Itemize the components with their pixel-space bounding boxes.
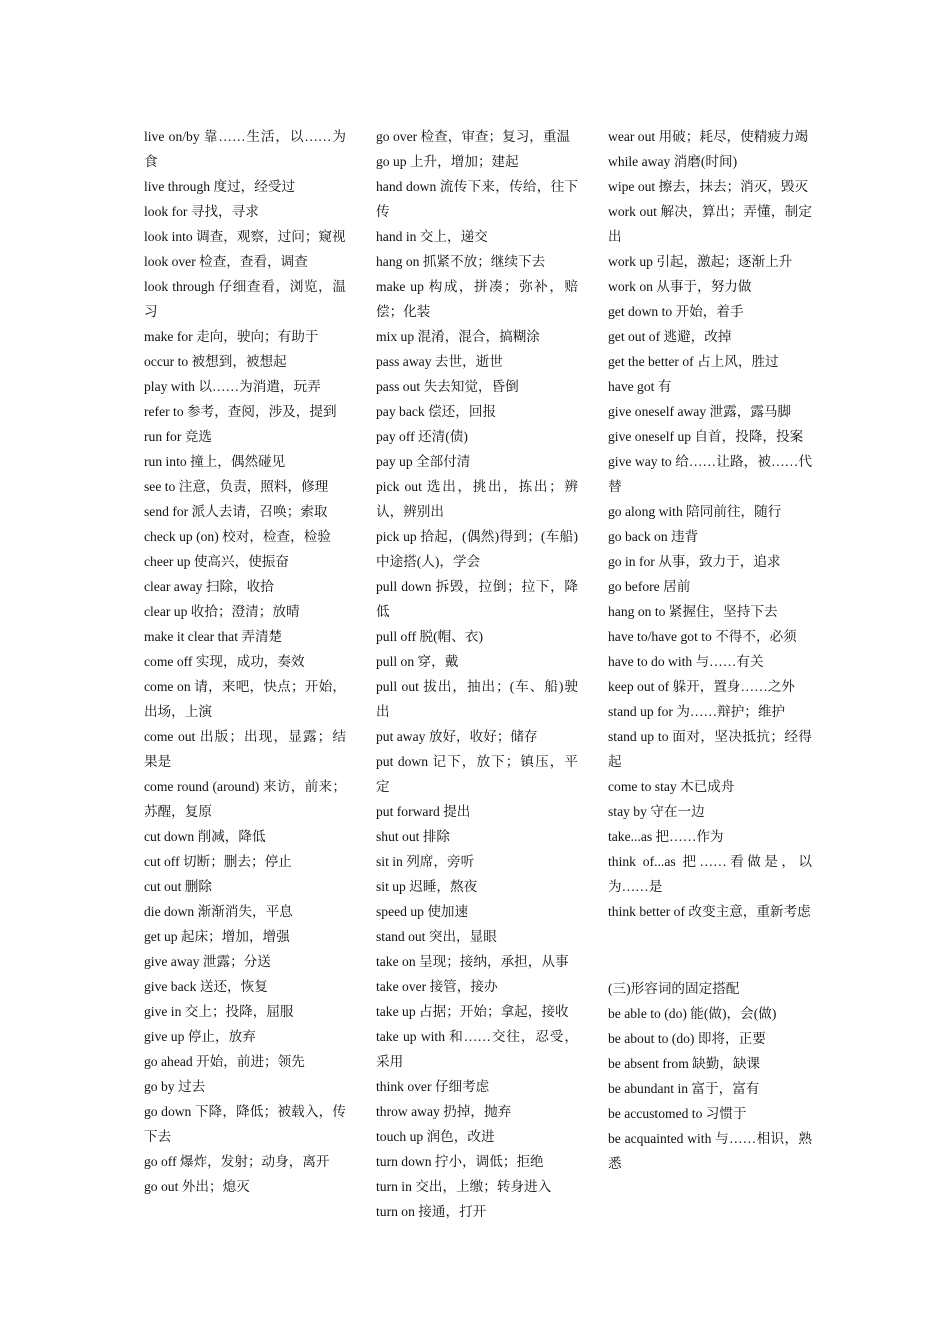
phrase-entry: think over 仔细考虑: [376, 1079, 490, 1094]
phrase-entry: refer to 参考，查阅，涉及，提到: [144, 404, 337, 419]
phrase-entry: pull on 穿，戴: [376, 654, 459, 669]
phrase-entry: turn down 拧小，调低；拒绝: [376, 1154, 544, 1169]
phrase-entry: turn in 交出，上缴；转身进入: [376, 1179, 552, 1194]
phrase-entry: throw away 扔掉，抛弃: [376, 1104, 512, 1119]
phrase-column-3: [608, 124, 812, 1176]
phrase-entry: take up with 和……交往，忍受，采用: [376, 1029, 578, 1069]
phrase-entry: shut out 排除: [376, 829, 451, 844]
phrase-entry: hand down 流传下来，传给，往下传: [376, 179, 578, 219]
phrase-entry: pick out 选出，挑出，拣出；辨认，辨别出: [376, 479, 578, 519]
phrase-entry: hang on to 紧握住，坚持下去: [608, 604, 778, 619]
phrase-entry: put away 放好，收好；储存: [376, 729, 538, 744]
phrase-entry: give oneself up 自首，投降，投案: [608, 429, 804, 444]
phrase-entry: go down 下降，降低；被载入，传下去: [144, 1104, 346, 1144]
phrase-entry: stand out 突出，显眼: [376, 929, 497, 944]
phrase-entry: pick up 拾起，(偶然)得到；(车船)中途搭(人)，学会: [376, 529, 578, 569]
phrase-entry: go back on 违背: [608, 529, 699, 544]
phrase-entry: get down to 开始，着手: [608, 304, 744, 319]
phrase-entry: see to 注意，负责，照料，修理: [144, 479, 329, 494]
phrase-entry: give away 泄露；分送: [144, 954, 271, 969]
phrase-entry: turn on 接通，打开: [376, 1204, 487, 1219]
phrase-entry: be able to (do) 能(做)，会(做): [608, 1006, 777, 1022]
phrase-entry: go ahead 开始，前进；领先: [144, 1054, 305, 1069]
section-heading: (三)形容词的固定搭配: [608, 981, 740, 997]
phrase-entry: have to/have got to 不得不，必须: [608, 629, 797, 644]
phrase-entry: go along with 陪同前往，随行: [608, 504, 782, 519]
phrase-entry: put down 记下，放下；镇压，平定: [376, 754, 578, 794]
phrase-entry: play with 以……为消遣，玩弄: [144, 379, 321, 394]
phrase-entry: come to stay 木已成舟: [608, 779, 735, 794]
phrase-entry: put forward 提出: [376, 804, 471, 819]
phrase-entry: come round (around) 来访，前来；苏醒，复原: [144, 779, 346, 819]
phrase-entry: come on 请，来吧，快点；开始，出场，上演: [144, 679, 346, 719]
phrase-entry: cheer up 使高兴，使振奋: [144, 554, 289, 569]
phrase-entry: take up 占据；开始；拿起，接收: [376, 1004, 569, 1019]
phrase-entry: look over 检查，查看，调查: [144, 254, 308, 269]
phrase-entry: look through 仔细查看，浏览，温习: [144, 279, 346, 319]
phrase-entry: pay back 偿还，回报: [376, 404, 497, 419]
phrase-entry: work out 解决，算出；弄懂，制定出: [608, 204, 812, 244]
phrase-entry: keep out of 躲开，置身……之外: [608, 679, 795, 694]
phrase-entry: get the better of 占上风，胜过: [608, 354, 779, 369]
phrase-entry: pass away 去世，逝世: [376, 354, 503, 369]
phrase-entry: sit in 列席，旁听: [376, 854, 475, 869]
phrase-entry: pay up 全部付清: [376, 454, 471, 469]
phrase-entry: give in 交上；投降，屈服: [144, 1004, 294, 1019]
phrase-entry: mix up 混淆，混合，搞糊涂: [376, 329, 540, 344]
phrase-entry: come out 出版；出现，显露；结果是: [144, 729, 346, 769]
phrase-entry: go in for 从事，致力于，追求: [608, 554, 781, 569]
phrase-entry: sit up 迟睡，熬夜: [376, 879, 478, 894]
phrase-entry: be acquainted with 与……相识，熟悉: [608, 1131, 812, 1172]
phrase-entry: give oneself away 泄露，露马脚: [608, 404, 792, 419]
phrase-entry: while away 消磨(时间): [608, 154, 738, 169]
phrase-entry: go before 居前: [608, 579, 691, 594]
phrase-entry: work up 引起，激起；逐渐上升: [608, 254, 793, 269]
phrase-entry: work on 从事于，努力做: [608, 279, 752, 294]
phrase-entry: go over 检查，审查；复习，重温: [376, 129, 571, 144]
phrase-entry: stay by 守在一边: [608, 804, 705, 819]
phrase-entry: run into 撞上，偶然碰见: [144, 454, 286, 469]
phrase-entry: live through 度过，经受过: [144, 179, 296, 194]
phrase-entry: think better of 改变主意，重新考虑: [608, 904, 811, 919]
phrase-entry: make it clear that 弄清楚: [144, 629, 283, 644]
phrase-entry: give back 送还，恢复: [144, 979, 268, 994]
phrase-entry: go out 外出；熄灭: [144, 1179, 250, 1194]
phrase-entry: pull down 拆毁，拉倒；拉下，降低: [376, 579, 578, 619]
phrase-entry: be accustomed to 习惯于: [608, 1106, 747, 1122]
phrase-entry: hang on 抓紧不放；继续下去: [376, 254, 546, 269]
phrase-column-1: [144, 124, 346, 1199]
phrase-entry: get up 起床；增加，增强: [144, 929, 290, 944]
phrase-entry: pass out 失去知觉，昏倒: [376, 379, 519, 394]
phrase-entry: give up 停止，放弃: [144, 1029, 256, 1044]
phrase-entry: check up (on) 校对，检查，检验: [144, 529, 331, 544]
phrase-entry: have got 有: [608, 379, 672, 394]
phrase-entry: pull out 拔出，抽出；(车、船)驶出: [376, 679, 578, 719]
phrase-entry: clear up 收拾；澄清；放晴: [144, 604, 300, 619]
phrase-entry: go by 过去: [144, 1079, 206, 1094]
phrase-entry: live on/by 靠……生活，以……为食: [144, 129, 346, 169]
phrase-entry: be absent from 缺勤，缺课: [608, 1056, 761, 1072]
phrase-entry: send for 派人去请，召唤；索取: [144, 504, 328, 519]
phrase-entry: wipe out 擦去，抹去；消灭，毁灭: [608, 179, 809, 194]
phrase-entry: be abundant in 富于，富有: [608, 1081, 760, 1097]
phrase-entry: give way to 给……让路，被……代替: [608, 454, 812, 494]
phrase-entry: stand up to 面对，坚决抵抗；经得起: [608, 729, 812, 769]
phrase-entry: go off 爆炸，发射；动身，离开: [144, 1154, 330, 1169]
phrase-entry: take...as 把……作为: [608, 829, 724, 844]
phrase-entry: stand up for 为……辩护；维护: [608, 704, 786, 719]
phrase-entry: take on 呈现；接纳，承担，从事: [376, 954, 569, 969]
phrase-entry: pull off 脱(帽、衣): [376, 629, 483, 644]
phrase-entry: look into 调查，观察，过问；窥视: [144, 229, 346, 244]
phrase-entry: make for 走向，驶向；有助于: [144, 329, 319, 344]
phrase-entry: go up 上升，增加；建起: [376, 154, 519, 169]
phrase-entry: come off 实现，成功，奏效: [144, 654, 305, 669]
phrase-entry: run for 竞选: [144, 429, 212, 444]
phrase-entry: occur to 被想到，被想起: [144, 354, 287, 369]
phrase-entry: make up 构成，拼凑；弥补，赔偿；化装: [376, 279, 578, 319]
phrase-entry: hand in 交上，递交: [376, 229, 488, 244]
phrase-entry: clear away 扫除，收拾: [144, 579, 274, 594]
phrase-entry: get out of 逃避，改掉: [608, 329, 732, 344]
phrase-entry: take over 接管，接办: [376, 979, 498, 994]
phrase-entry: pay off 还清(债): [376, 429, 468, 444]
phrase-entry: look for 寻找，寻求: [144, 204, 259, 219]
phrase-entry: cut down 削减，降低: [144, 829, 266, 844]
phrase-entry: touch up 润色，改进: [376, 1129, 495, 1144]
phrase-entry: cut out 删除: [144, 879, 212, 894]
phrase-entry: have to do with 与……有关: [608, 654, 764, 669]
phrase-column-2: [376, 124, 578, 1224]
phrase-entry: be about to (do) 即将，正要: [608, 1031, 766, 1047]
phrase-entry: cut off 切断；删去；停止: [144, 854, 292, 869]
phrase-entry: wear out 用破；耗尽，使精疲力竭: [608, 129, 809, 144]
phrase-entry: die down 渐渐消失，平息: [144, 904, 293, 919]
section-gap: [608, 938, 812, 963]
phrase-entry: think of...as 把……看做是，以为……是: [608, 854, 812, 894]
phrase-entry: speed up 使加速: [376, 904, 469, 919]
